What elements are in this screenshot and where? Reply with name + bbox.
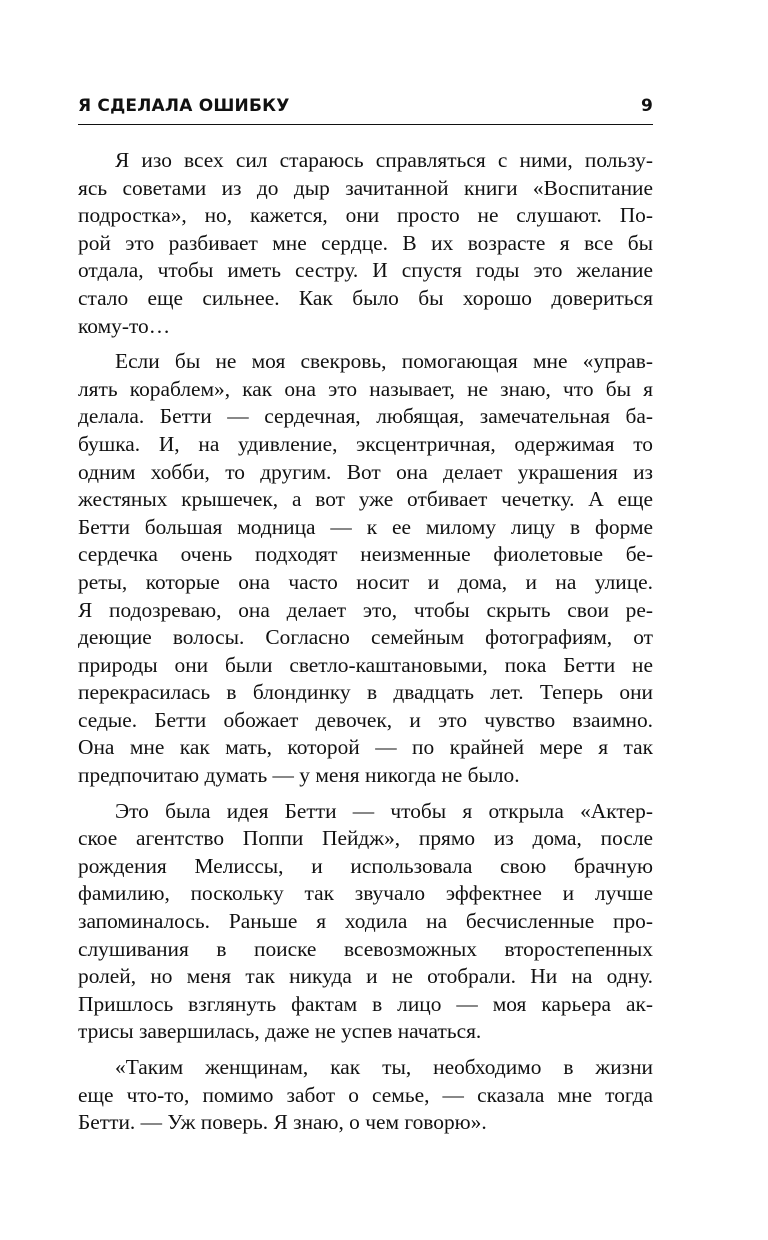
text-line: реты, которые она часто носит и дома, и на улице. bbox=[78, 569, 653, 594]
running-title: Я СДЕЛАЛА ОШИБКУ bbox=[78, 96, 290, 116]
text-line: седые. Бетти обожает девочек, и это чувство взаимно. bbox=[78, 707, 653, 732]
text-line: ясь советами из до дыр зачитанной книги «Воспитание bbox=[78, 175, 653, 200]
running-head bbox=[78, 96, 653, 124]
text-line: природы они были светло-каштановыми, пока Бетти не bbox=[78, 652, 653, 677]
text-line: сердечка очень подходят неизменные фиолетовые бе- bbox=[78, 542, 653, 567]
text-line: «Таким женщинам, как ты, необходимо в жизни bbox=[115, 1055, 653, 1079]
text-line: трисы завершилась, даже не успев начаться. bbox=[78, 1019, 482, 1044]
text-line: перекрасилась в блондинку в двадцать лет. Теперь они bbox=[78, 680, 653, 705]
text-line: отдала, чтобы иметь сестру. И спустя годы это желание bbox=[78, 258, 653, 283]
text-line: стало еще сильнее. Как было бы хорошо довериться bbox=[78, 285, 653, 310]
text-line: слушивания в поиске всевозможных второстепенных bbox=[78, 936, 653, 961]
text-line: кому-то… bbox=[78, 313, 171, 338]
text-line: Я изо всех сил стараюсь справляться с ними, пользу- bbox=[115, 148, 653, 172]
text-line: Я подозреваю, она делает это, чтобы скрыть свои ре- bbox=[78, 597, 653, 622]
text-line: предпочитаю думать — у меня никогда не было. bbox=[78, 763, 520, 788]
text-line: деющие волосы. Согласно семейным фотографиям, от bbox=[78, 625, 653, 650]
text-line: делала. Бетти — сердечная, любящая, замечательная ба- bbox=[78, 404, 653, 429]
text-line: ролей, но меня так никуда и не отобрали. Ни на одну. bbox=[78, 964, 653, 989]
text-line: жестяных крышечек, а вот уже отбивает чечетку. А еще bbox=[78, 487, 653, 512]
text-line: одним хобби, то другим. Вот она делает украшения из bbox=[78, 459, 653, 484]
paragraph bbox=[78, 798, 653, 1046]
text-line: Если бы не моя свекровь, помогающая мне «управ- bbox=[115, 349, 653, 374]
paragraph bbox=[78, 1054, 653, 1137]
text-line: бушка. И, на удивление, эксцентричная, одержимая то bbox=[78, 431, 653, 456]
text-line: рой это разбивает мне сердце. В их возрасте я все бы bbox=[78, 230, 653, 255]
text-line: Пришлось взглянуть фактам в лицо — моя карьера ак- bbox=[78, 991, 653, 1016]
text-line: фамилию, поскольку так звучало эффектнее и лучше bbox=[78, 881, 653, 906]
text-line: Это была идея Бетти — чтобы я открыла «Актер- bbox=[115, 798, 653, 823]
text-line: рождения Мелиссы, и использовала свою брачную bbox=[78, 853, 653, 878]
text-line: запоминалось. Раньше я ходила на бесчисленные про- bbox=[78, 909, 653, 934]
book-page bbox=[78, 96, 653, 1145]
paragraph bbox=[78, 348, 653, 790]
text-line: ское агентство Поппи Пейдж», прямо из дома, после bbox=[78, 826, 653, 851]
text-line: еще что-то, помимо забот о семье, — сказала мне тогда bbox=[78, 1082, 653, 1107]
text-line: Она мне как мать, которой — по крайней мере я так bbox=[78, 735, 653, 760]
text-line: Бетти большая модница — к ее милому лицу в форме bbox=[78, 514, 653, 539]
text-line: подростка», но, кажется, они просто не слушают. По- bbox=[78, 203, 653, 228]
paragraph bbox=[78, 147, 653, 340]
text-line: лять кораблем», как она это называет, не знаю, что бы я bbox=[78, 376, 653, 401]
text-line: Бетти. — Уж поверь. Я знаю, о чем говорю». bbox=[78, 1110, 487, 1135]
page-number: 9 bbox=[640, 96, 653, 116]
header-rule bbox=[78, 124, 653, 125]
body-text bbox=[78, 147, 653, 1137]
